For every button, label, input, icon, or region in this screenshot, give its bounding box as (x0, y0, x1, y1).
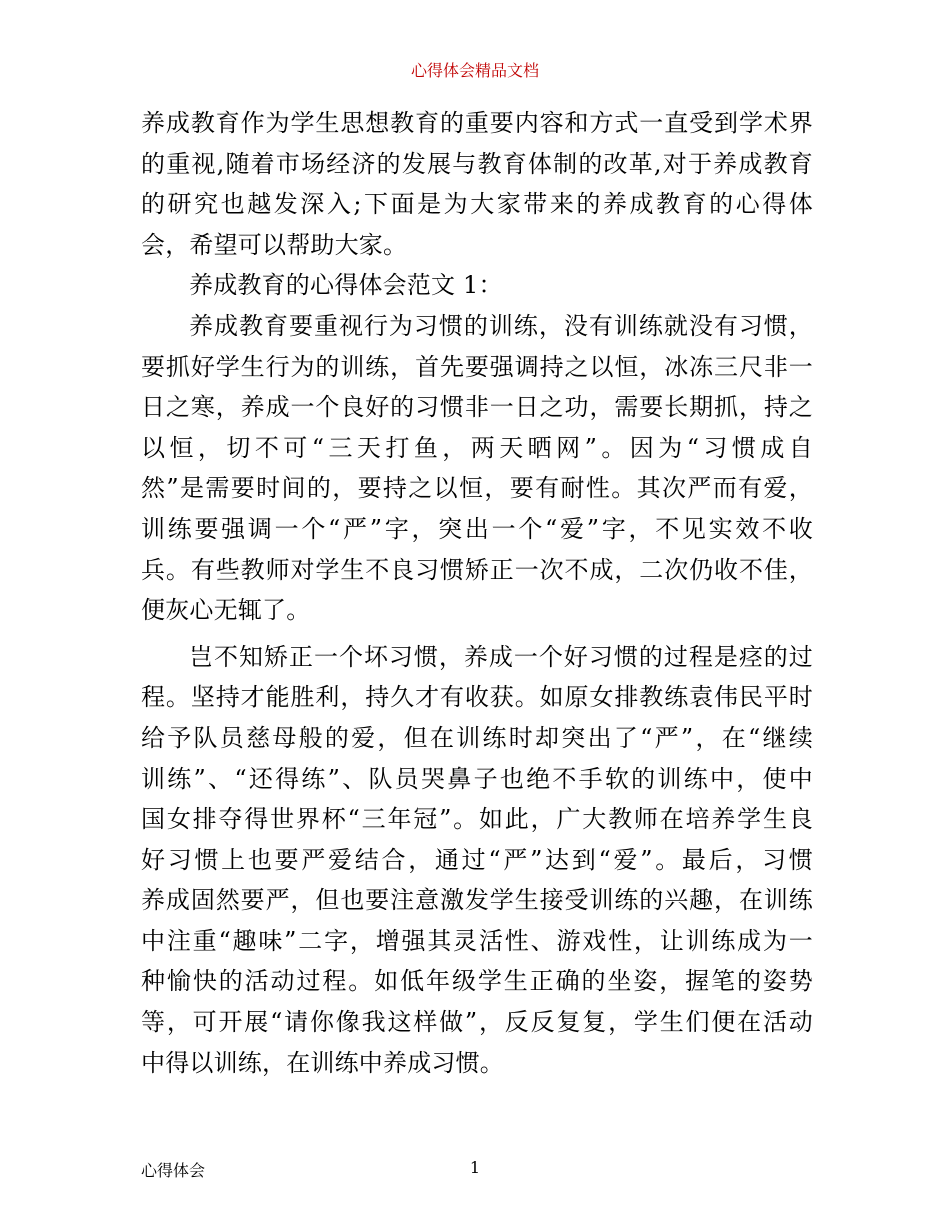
text-line: 好习惯上也要严爱结合，通过“严”达到“爱”。最后，习惯 (141, 845, 813, 874)
text-line: 种愉快的活动过程。如低年级学生正确的坐姿，握笔的姿势 (141, 967, 813, 996)
text-line: 养成固然要严，但也要注意激发学生接受训练的兴趣，在训练 (141, 886, 813, 915)
text-line: 国女排夺得世界杯“三年冠”。如此，广大教师在培养学生良 (141, 805, 813, 834)
document-body (141, 103, 813, 1083)
paragraph (141, 637, 813, 1084)
text-line: 便灰心无辄了。 (141, 596, 311, 625)
text-line: 中得以训练，在训练中养成习惯。 (141, 1048, 504, 1077)
text-line: 给予队员慈母般的爱，但在训练时却突出了“严”，在“继续 (141, 723, 813, 752)
text-line: 的研究也越发深入;下面是为大家带来的养成教育的心得体 (141, 190, 813, 219)
text-line: 养成教育要重视行为习惯的训练，没有训练就没有习惯， (189, 311, 813, 340)
text-line: 岂不知矫正一个坏习惯，养成一个好习惯的过程是痉的过 (189, 642, 813, 671)
footer-label: 心得体会 (141, 1161, 206, 1180)
text-line: 训练要强调一个“严”字，突出一个“爱”字，不见实效不收 (141, 514, 813, 543)
text-line: 兵。有些教师对学生不良习惯矫正一次不成，二次仍收不佳， (141, 555, 813, 584)
paragraph (141, 103, 813, 265)
text-line: 程。坚持才能胜利，持久才有收获。如原女排教练袁伟民平时 (141, 683, 813, 712)
paragraph (141, 265, 813, 306)
text-line: 养成教育的心得体会范文 1： (189, 271, 503, 300)
text-line: 以恒，切不可“三天打鱼，两天晒网”。因为“习惯成自 (141, 433, 813, 462)
text-line: 会，希望可以帮助大家。 (141, 230, 408, 259)
paragraph (141, 306, 813, 631)
text-line: 养成教育作为学生思想教育的重要内容和方式一直受到学术界 (141, 109, 813, 137)
text-line: 的重视,随着市场经济的发展与教育体制的改革,对于养成教育 (141, 149, 813, 178)
text-line: 要抓好学生行为的训练，首先要强调持之以恒，冰冻三尺非一 (141, 352, 813, 381)
footer-page-number: 1 (469, 1158, 481, 1177)
page-header-title: 心得体会精品文档 (410, 61, 539, 80)
text-line: 等，可开展“请你像我这样做”，反反复复，学生们便在活动 (141, 1008, 813, 1037)
text-line: 然”是需要时间的，要持之以恒，要有耐性。其次严而有爱， (141, 474, 813, 503)
text-line: 日之寒，养成一个良好的习惯非一日之功，需要长期抓，持之 (141, 393, 813, 422)
text-line: 中注重“趣味”二字，增强其灵活性、游戏性，让训练成为一 (141, 926, 813, 955)
text-line: 训练”、“还得练”、队员哭鼻子也绝不手软的训练中，使中 (141, 764, 813, 793)
